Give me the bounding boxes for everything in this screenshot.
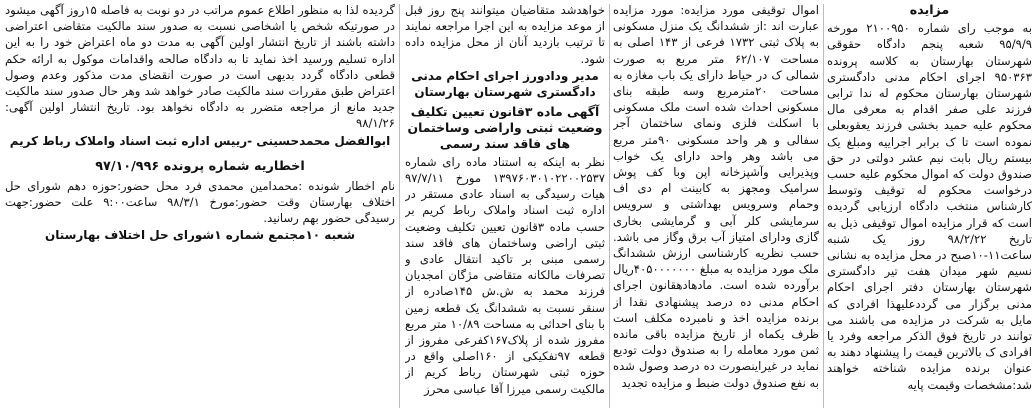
auction-text-continued: اموال توقیفی مورد مزایده: مورد مزایده عبارت اند :از ششدانگ یک منزل مسکونی به پلاک ثبتی ۱۷۳۲ فرعی از ۱۴۳ اصلی به مساحت ۶۲/۱۰۷ متر مربع به صورت شمالی ک در حیاط دارای یک باب مغازه به مساحت ۲۰مترمربع وسه طبقه بنای مسکونی احداث شده است ملک مسکونی با اسکلت فلزی ونمای ساختمان آجر سفالی و هر واحد مسکونی ۹۰متر مربع می باشد وهر واحد دارای یک خواب وپذیرایی وآشپزخانه اپن وبا کف پوش سرامیک ومجهز به کابینت ام دی اف وحمام وسرویس بهداشتی و سرویس سرمایشی کلر آبی و گرمایشی بخاری گازی ودارای امتیاز آب برق وگاز می باشد. حسب نظریه کارشناسی ارزش ششدانگ ملک مورد مزایده به مبلغ ۴۰۵۰۰۰۰۰۰۰ریال برآورده شده است. مادهادهقانون اجرای احکام مدنی ده درصد پیشنهادی نقدا از برنده مزایده اخذ و نامبرده مکلف است ظرف یکماه از تاریخ مزایده باقی مانده ثمن مورد معامله را به صندوق دولت تودیع نماید در غیراینصورت ده درصد وصول شده به نفع صندوق دولت ضبط و مزایده تجدید (613, 3, 819, 390)
auction-signature: مدیر ودادورز اجرای احکام مدنی دادگستری شهرستان بهارستان (411, 68, 599, 99)
summons-signature: شعبه ۱۰مجتمع شماره ۱شورای حل اختلاف بهارستان (44, 228, 356, 243)
column-divider (609, 4, 610, 408)
column-divider (399, 4, 400, 408)
article3-text: نظر به اینکه به استناد ماده رای شماره ۱۳۹۷۶۰۳۰۱۰۲۲۰۰۲۵۳۷ مورخ ۹۷/۷/۱۱ هیات رسیدگی به اسناد عادی مستقر در اداره ثبت اسناد واملاک رباط کریم بر حسب ماده ۳قانون تعیین تکلیف وضعیت ثبتی اراضی وساختمان های فاقد سند رسمی مبنی بر تاکید انتقال عادی و تصرفات مالکانه متقاضی مژگان امجدیان فرزند محمد به ش.ش ۱۴۵صادره از سنقر نسبت به ششدانگ یک قطعه زمین با بنای احداثی به مساحت ۱۰/۸۹ متر مربع مفروز شده از پلاک۱۶۷کفرعی مفروز از قطعه ۹۷تفکیکی از ۱۶۰اصلی واقع در حوزه ثبتی شهرستان رباط کریم از مالکیت رسمی میرزا آقا عباسی محرز (405, 154, 605, 396)
column-divider (823, 4, 824, 408)
auction-title: مزایده (909, 2, 950, 17)
column-auction-continued (613, 2, 819, 412)
article3-text-continued: گردیده لذا به منظور اطلاع عموم مراتب در دو نوبت به فاصله ۱۵روز آگهی میشود در صورتیکه شخص یا اشخاصی نسبت به صدور سند مالکیت متقاضی اعتراضی داشته باشند از تاریخ انتشار اولین آگهی به مدت دو ماه اعتراض خود را به این اداره تسلیم ورسید اخذ نماید تا به دادگاه صالحه واقدامات موکول به ارائه حکم قطعی دادگاه گردد بدیهی است در صورت انقضای مدت مذکور وعدم وصول اعتراض طبق مقررات سند مالکیت صادر خواهد شد وهر حال صدور سند مالکیت جدید مانع از مراجعه متضرر به دادگاه نخواهد بود. تاریخ انتشار اولین آگهی: ۹۸/۱/۲۶ (5, 3, 395, 131)
auction-text: به موجب رای شماره ۲۱۰۰۹۵۰ مورخه ۹۵/۹/۹ شعبه پنجم دادگاه حقوقی شهرستان بهارستان به کلاسه پرونده ۹۵۰۳۶۳ اجرای احکام مدنی دادگستری شهرستان بهارستان محکوم له ندا ترابی فرزند علی صفر اقدام به معرفی مال محکوم علیه حمید بخشی فرزند یعقوبعلی نموده است تا ک برابر اجراییه ومبلغ یک بیستم ریال بابت نیم عشر دولتی در حق صندوق دولت که اموال محکوم علیه حسب درخواست محکوم له توقیف وتوسط کارشناس منتخب دادگاه ارزیابی گردیده است که قرار مزایده اموال توقیفی ذیل به تاریخ ۹۸/۲/۲۲ روز یک شنبه ساعت۱۱-۱۰صبح در محل مزایده به نشانی نسیم شهر میدان هفت تیر دادگستری شهرستان بهارستان دفتر اجرای احکام مدنی برگزار می گرددعلیهذا افرادی که مایل به شرکت در مزایده می باشند می توانند در تاریخ فوق الذکر مراجعه وفرد یا افرادی ک بالاترین قیمت را پیشنهاد دهند به عنوان برنده مزایده شناخته خواهند شد:مشخصات وقیمت پایه (827, 21, 1032, 392)
auction-text-end: خواهدشد متقاضیان میتوانند پنج روز قبل از موعد مزایده به این اجرا مراجعه نمایند تا ترتیب بازدید آنان از محل مزایده داده شود. (405, 3, 605, 66)
column-article3-end-and-summons (5, 2, 395, 412)
column-article3-notice (405, 2, 605, 412)
article3-signature: ابوالفضل محمدحسینی -رییس اداره ثبت اسناد واملاک رباط کریم (9, 133, 391, 148)
case-number-heading: اخطاریه شماره پرونده ۹۷/۱۰/۹۹۶ (95, 158, 305, 174)
article3-title: آگهی ماده ۳قانون تعیین تکلیف وضعیت ثبتی واراضی وساختمان های فاقد سند رسمی (407, 103, 603, 151)
summons-text: نام اخطار شونده :محمدامین محمدی فرد محل حضور:حوزه دهم شورای حل اختلاف بهارستان وقت حضور:مورخ ۹۸/۳/۱ ساعت۹:۰۰ علت حضور:جهت رسیدگی حضور بهم رسانید. (5, 178, 395, 226)
column-auction-notice (827, 2, 1032, 412)
